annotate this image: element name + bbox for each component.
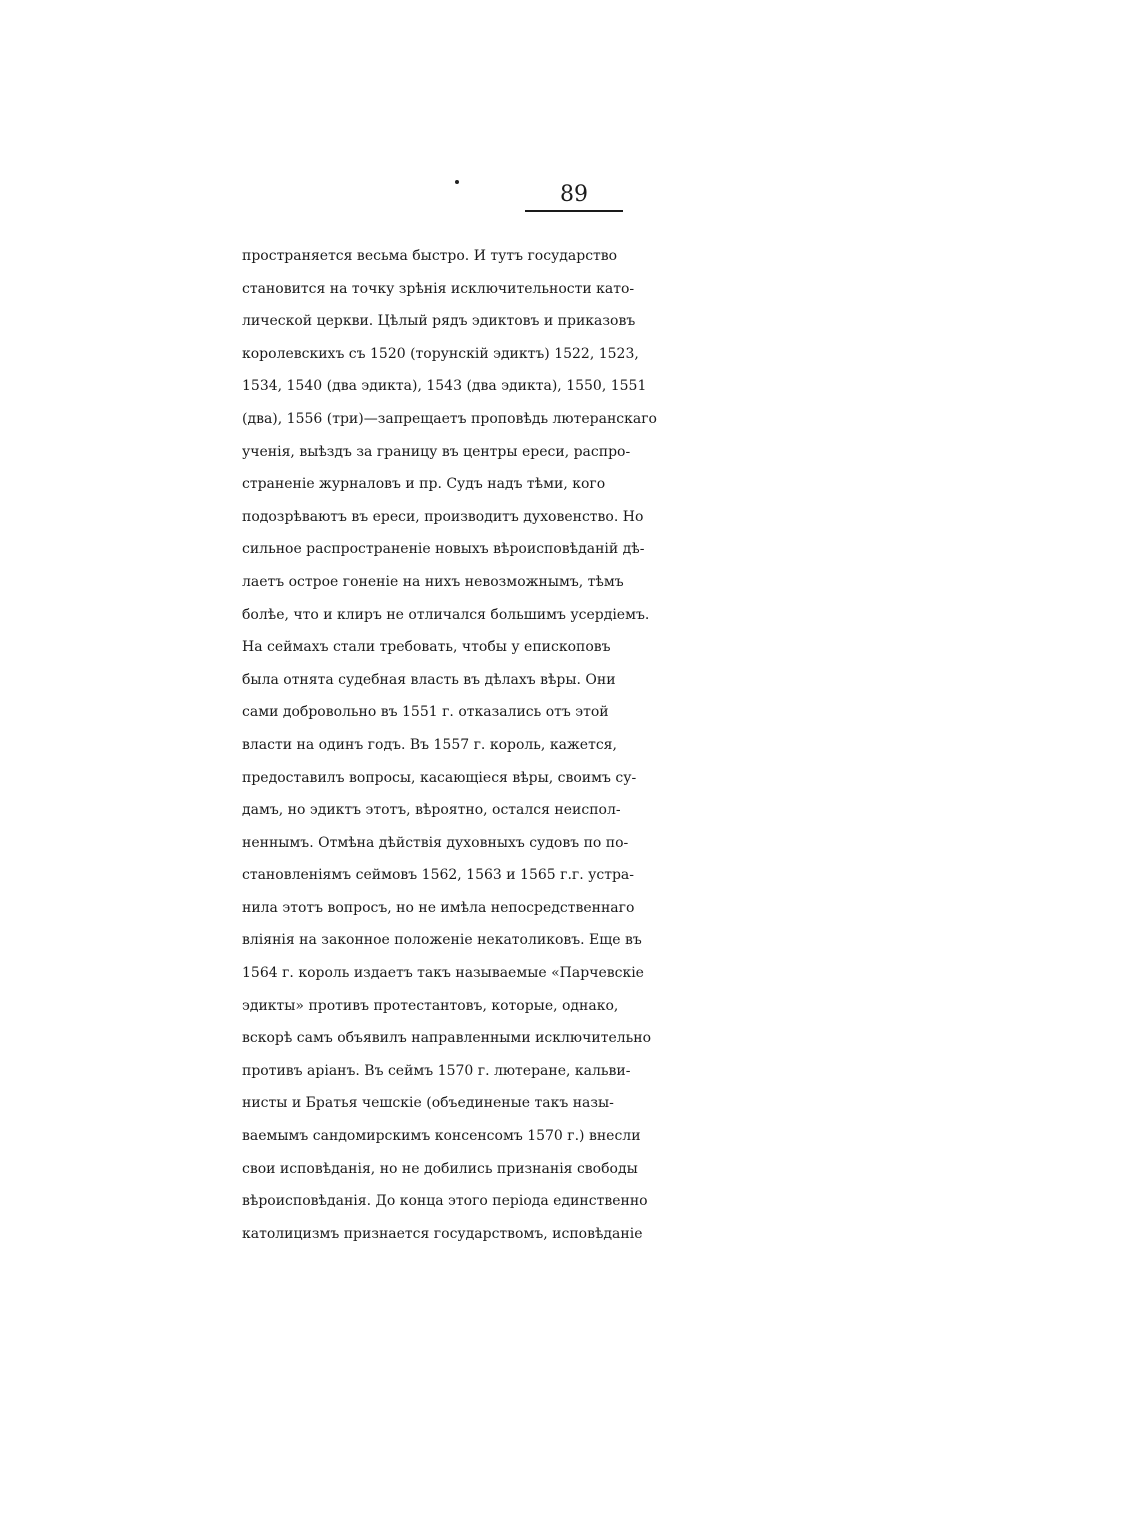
text-line: пространяется весьма быстро. И тутъ государство	[242, 248, 618, 264]
text-line: 1564 г. король издаетъ такъ называемые «Парчевскіе	[242, 965, 644, 982]
text-line: лической церкви. Цѣлый рядъ эдиктовъ и приказовъ	[242, 313, 636, 330]
text-line: сами добровольно въ 1551 г. отказались отъ этой	[242, 704, 609, 721]
text-line: королевскихъ съ 1520 (торунскій эдиктъ) 1522, 1523,	[242, 345, 639, 362]
text-line: нисты и Братья чешскіе (объединеные такъ назы-	[242, 1095, 614, 1112]
text-line: лаетъ острое гоненіе на нихъ невозможнымъ, тѣмъ	[242, 573, 624, 590]
text-line: 1534, 1540 (два эдикта), 1543 (два эдикта), 1550, 1551	[242, 378, 647, 395]
text-line: католицизмъ признается государствомъ, исповѣданіе	[242, 1225, 643, 1242]
text-line: страненіе журналовъ и пр. Судъ надъ тѣми, кого	[242, 476, 606, 493]
text-line: вскорѣ самъ объявилъ направленными исключительно	[242, 1030, 652, 1047]
text-line: ученія, выѣздъ за границу въ центры ереси, распро-	[242, 443, 631, 460]
text-line: вѣроисповѣданія. До конца этого періода единственно	[242, 1193, 648, 1210]
text-line: нила этотъ вопросъ, но не имѣла непосредственнаго	[242, 899, 635, 916]
text-line: вліянія на законное положеніе некатоликовъ. Еще въ	[242, 932, 642, 949]
text-line: эдикты» противъ протестантовъ, которые, однако,	[242, 997, 619, 1014]
text-line: становится на точку зрѣнія исключительности като-	[242, 280, 635, 297]
page-number-rule	[525, 210, 623, 212]
text-line: власти на одинъ годъ. Въ 1557 г. король, кажется,	[242, 736, 617, 753]
text-line: свои исповѣданія, но не добились признанія свободы	[242, 1160, 638, 1177]
ink-speck	[455, 180, 459, 184]
text-line: На сеймахъ стали требовать, чтобы у епископовъ	[242, 639, 611, 656]
text-line: сильное распространеніе новыхъ вѣроисповѣданій дѣ-	[242, 541, 645, 558]
text-line: противъ аріанъ. Въ сеймъ 1570 г. лютеране, кальви-	[242, 1062, 631, 1079]
text-line: болѣе, что и клиръ не отличался большимъ усердіемъ.	[242, 606, 650, 623]
text-line: неннымъ. Отмѣна дѣйствія духовныхъ судовъ по по-	[242, 834, 629, 851]
text-line: была отнята судебная власть въ дѣлахъ вѣры. Они	[242, 671, 616, 688]
text-line: (два), 1556 (три)—запрещаетъ проповѣдь лютеранскаго	[242, 410, 657, 427]
text-line: становленіямъ сеймовъ 1562, 1563 и 1565 г.г. устра-	[242, 867, 635, 884]
page-number: 89	[560, 182, 588, 207]
text-line: предоставилъ вопросы, касающіеся вѣры, своимъ су-	[242, 769, 637, 786]
body-text	[242, 240, 904, 1250]
text-line: дамъ, но эдиктъ этотъ, вѣроятно, остался неиспол-	[242, 802, 621, 819]
text-line: подозрѣваютъ въ ереси, производитъ духовенство. Но	[242, 508, 644, 525]
text-line: ваемымъ сандомирскимъ консенсомъ 1570 г.) внесли	[242, 1128, 641, 1145]
